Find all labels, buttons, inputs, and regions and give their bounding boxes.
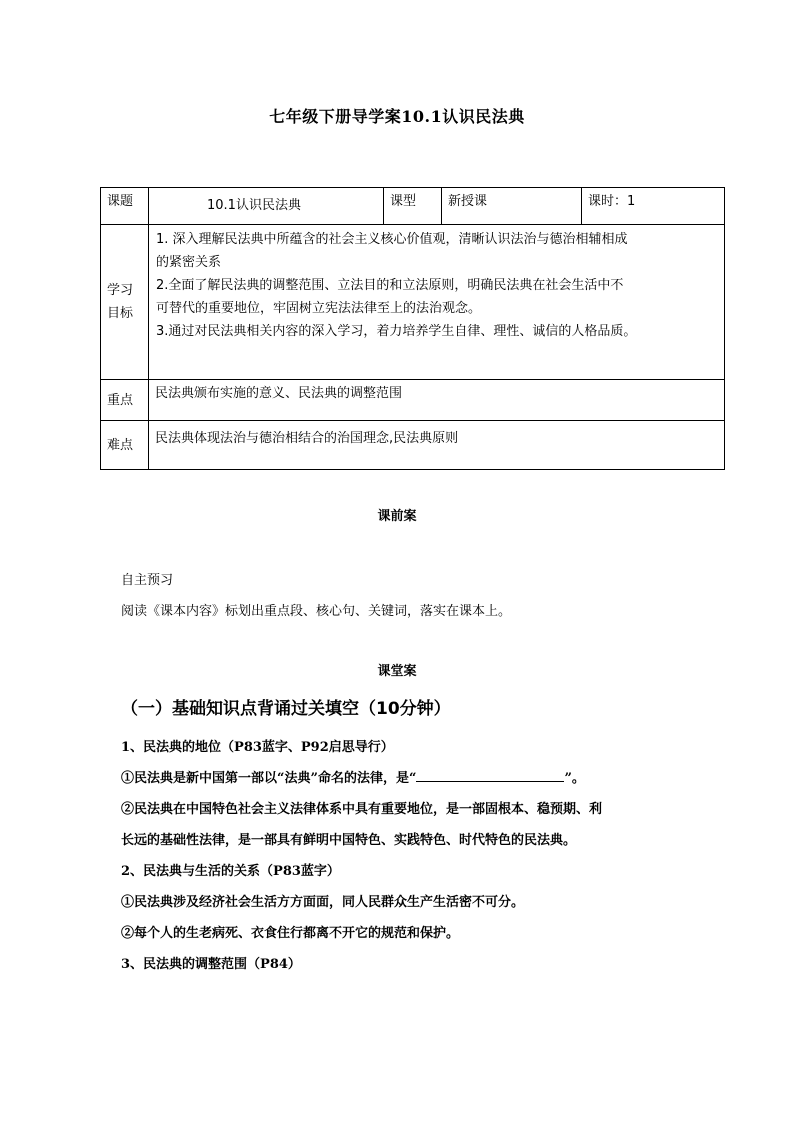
item2-line-a: ①民法典涉及经济社会生活方方面面，同人民群众生产生活密不可分。 [121, 895, 525, 910]
self-study-text: 阅读《课本内容》标划出重点段、核心句、关键词，落实在课本上。 [121, 604, 512, 619]
item1-line-a: ①民法典是新中国第一部以“法典”命名的法律，是“ ”。 [121, 771, 585, 786]
goal-line: 的紧密关系 [156, 255, 222, 270]
item3-title: 3、民法典的调整范围（P84） [121, 957, 301, 972]
item1-line-b2: 长远的基础性法律，是一部具有鲜明中国特色、实践特色、时代特色的民法典。 [121, 833, 577, 848]
fill-in-blank[interactable] [416, 769, 564, 782]
goals-cell [149, 225, 725, 380]
period-cell: 课时：1 [582, 188, 725, 225]
goal-line: 可替代的重要地位，牢固树立宪法法律至上的法治观念。 [156, 301, 482, 316]
table-row [101, 225, 725, 380]
key-value: 民法典颁布实施的意义、民法典的调整范围 [149, 380, 725, 421]
table-row [101, 421, 725, 470]
type-label: 课型 [384, 188, 442, 225]
lesson-value: 10.1认识民法典 [149, 188, 384, 225]
type-value: 新授课 [442, 188, 582, 225]
key-label: 重点 [101, 380, 149, 421]
lesson-label: 课题 [101, 188, 149, 225]
item2-line-b: ②每个人的生老病死、衣食住行都离不开它的规范和保护。 [121, 926, 460, 941]
pre-class-heading: 课前案 [377, 509, 417, 524]
lesson-info-table [100, 187, 725, 470]
page-title: 七年级下册导学案10.1认识民法典 [269, 107, 525, 126]
item2-title: 2、民法典与生活的关系（P83蓝字） [121, 864, 340, 879]
table-row [101, 188, 725, 225]
self-study-label: 自主预习 [121, 573, 174, 588]
goal-line: 1. 深入理解民法典中所蕴含的社会主义核心价值观，清晰认识法治与德治相辅相成 [156, 232, 628, 247]
goal-line: 3.通过对民法典相关内容的深入学习，着力培养学生自律、理性、诚信的人格品质。 [156, 324, 637, 339]
item1-title: 1、民法典的地位（P83蓝字、P92启思导行） [121, 740, 394, 755]
item1-line-b1: ②民法典在中国特色社会主义法律体系中具有重要地位，是一部固根本、稳预期、利 [121, 802, 603, 817]
table-row [101, 380, 725, 421]
section-title: （一）基础知识点背诵过关填空（10分钟） [121, 699, 451, 719]
goals-label: 学习 目标 [101, 225, 149, 380]
goal-line: 2.全面了解民法典的调整范围、立法目的和立法原则，明确民法典在社会生活中不 [156, 278, 624, 293]
difficulty-value: 民法典体现法治与德治相结合的治国理念,民法典原则 [149, 421, 725, 470]
in-class-heading: 课堂案 [377, 664, 417, 679]
difficulty-label: 难点 [101, 421, 149, 470]
